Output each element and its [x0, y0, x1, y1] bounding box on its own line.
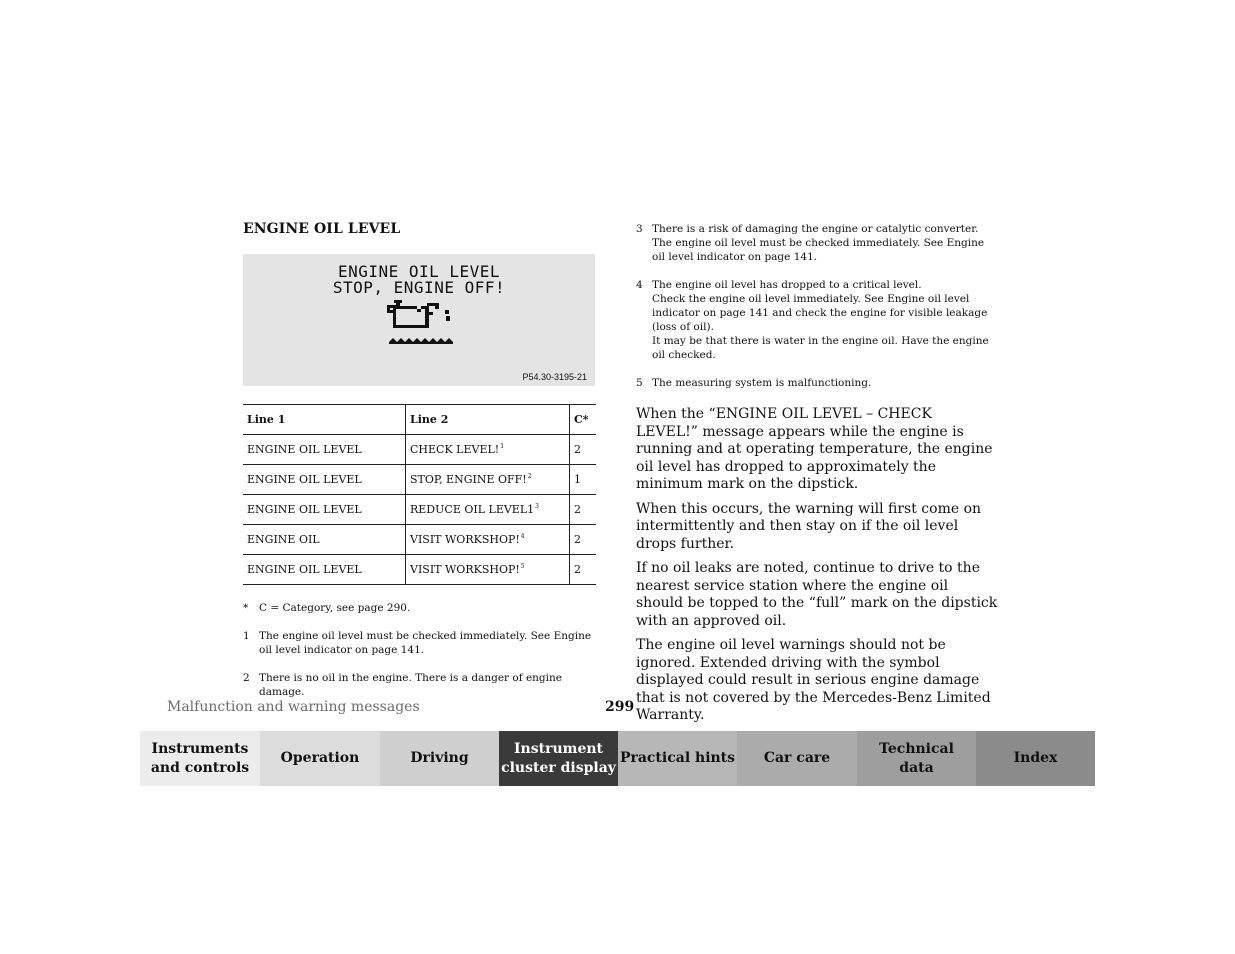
table-cell-line2: CHECK LEVEL!$^1$ — [406, 435, 570, 465]
footnote — [636, 376, 994, 390]
nav-tab-instrument-cluster-display[interactable]: Instrument cluster display — [499, 731, 618, 786]
table-row — [243, 465, 596, 495]
footnote-mark: * — [243, 602, 249, 614]
body-paragraph: When the “ENGINE OIL LEVEL – CHECK LEVEL!” message appears while the engine is running and at operating temperature, the engine oil level has dropped to approximately the minimum mark on the dipstick. — [636, 406, 993, 492]
footnote — [636, 222, 994, 264]
nav-tab-operation[interactable]: Operation — [260, 731, 380, 786]
table-cell-line1: ENGINE OIL LEVEL — [243, 465, 406, 495]
footnote-text: There is a risk of damaging the engine or catalytic converter. The engine oil level must be checked immediately. See Engine oil level indicator on page 141. — [652, 223, 985, 263]
body-text — [636, 406, 998, 732]
body-paragraph: If no oil leaks are noted, continue to drive to the nearest service station where the engine oil should be topped to the “full” mark on the dipstick with an approved oil. — [636, 560, 998, 629]
footnote-ref: 4 — [520, 533, 525, 540]
footnote-text: It may be that there is water in the engine oil. Have the engine oil checked. — [652, 335, 989, 361]
table-cell-line2: REDUCE OIL $LEVEL1^3$ — [406, 495, 570, 525]
footnote — [243, 671, 603, 699]
footnote-mark: 4 — [636, 279, 643, 291]
footnote — [243, 629, 598, 657]
footnote-ref: 1 — [500, 443, 505, 450]
table-row — [243, 555, 596, 585]
column-header: Line 1 — [243, 405, 406, 435]
table-cell-line2: STOP, ENGINE OFF!$^2$ — [406, 465, 570, 495]
oil-can-icon — [387, 300, 459, 348]
table-row — [243, 435, 596, 465]
footnote-ref: 3 — [535, 503, 539, 510]
table-cell-category: 1 — [570, 465, 597, 495]
table-cell-line2: VISIT WORKSHOP!$^5$ — [406, 555, 570, 585]
table-row — [243, 525, 596, 555]
footnote-mark: 5 — [636, 377, 643, 389]
section-title: ENGINE OIL LEVEL — [243, 221, 401, 237]
page-number: 299 — [605, 699, 635, 715]
footnote-mark: 3 — [636, 223, 643, 235]
table-cell-category: 2 — [570, 495, 597, 525]
body-paragraph: The engine oil level warnings should not be ignored. Extended driving with the symbol displayed could result in serious engine damage that is not covered by the Mercedes-Benz Limited Warranty. — [636, 637, 991, 723]
table-cell-line1: ENGINE OIL — [243, 525, 406, 555]
table-cell-category: 2 — [570, 555, 597, 585]
table-cell-line2: VISIT WORKSHOP!$^4$ — [406, 525, 570, 555]
nav-tab-technical-data[interactable]: Technical data — [857, 731, 976, 786]
footnote-mark: 1 — [243, 630, 250, 642]
footnote-text: The engine oil level has dropped to a critical level. — [652, 279, 922, 291]
display-illustration — [243, 254, 595, 386]
footnote-text: Check the engine oil level immediately. See Engine oil level indicator on page 141 and check the engine for visible leakage (loss of oil). — [652, 293, 988, 333]
message-table — [243, 404, 596, 585]
table-cell-line1: ENGINE OIL LEVEL — [243, 555, 406, 585]
nav-tab-instruments-and-controls[interactable]: Instruments and controls — [140, 731, 260, 786]
footnote-text: C = Category, see page 290. — [259, 602, 411, 614]
table-cell-line1: ENGINE OIL LEVEL — [243, 435, 406, 465]
nav-tab-driving[interactable]: Driving — [380, 731, 499, 786]
nav-tab-car-care[interactable]: Car care — [737, 731, 857, 786]
chapter-nav — [140, 731, 1095, 786]
footnote — [243, 601, 598, 615]
footnote-text: The engine oil level must be checked immediately. See Engine oil level indicator on page 141. — [259, 630, 592, 656]
display-line-2: STOP, ENGINE OFF! — [332, 278, 506, 297]
chapter-title: Malfunction and warning messages — [167, 699, 420, 715]
footnote-ref: 2 — [527, 473, 532, 480]
display-line-1: ENGINE OIL LEVEL — [337, 262, 501, 281]
footnote-ref: 5 — [520, 563, 525, 570]
table-cell-category: 2 — [570, 525, 597, 555]
column-header: C* — [570, 405, 597, 435]
table-cell-category: 2 — [570, 435, 597, 465]
table-row — [243, 495, 596, 525]
column-header: Line 2 — [406, 405, 570, 435]
nav-tab-practical-hints[interactable]: Practical hints — [618, 731, 737, 786]
footnote — [636, 278, 994, 362]
body-paragraph: When this occurs, the warning will first come on intermittently and then stay on if the oil level drops further. — [636, 500, 982, 552]
table-header-row — [243, 405, 596, 435]
nav-tab-index[interactable]: Index — [976, 731, 1095, 786]
display-text — [243, 264, 595, 296]
table-cell-line1: ENGINE OIL LEVEL — [243, 495, 406, 525]
footnote-text: The measuring system is malfunctioning. — [652, 377, 872, 389]
footnote-text: There is no oil in the engine. There is a danger of engine damage. — [259, 672, 562, 698]
footnote-mark: 2 — [243, 672, 250, 684]
figure-code: P54.30-3195-21 — [522, 372, 587, 382]
